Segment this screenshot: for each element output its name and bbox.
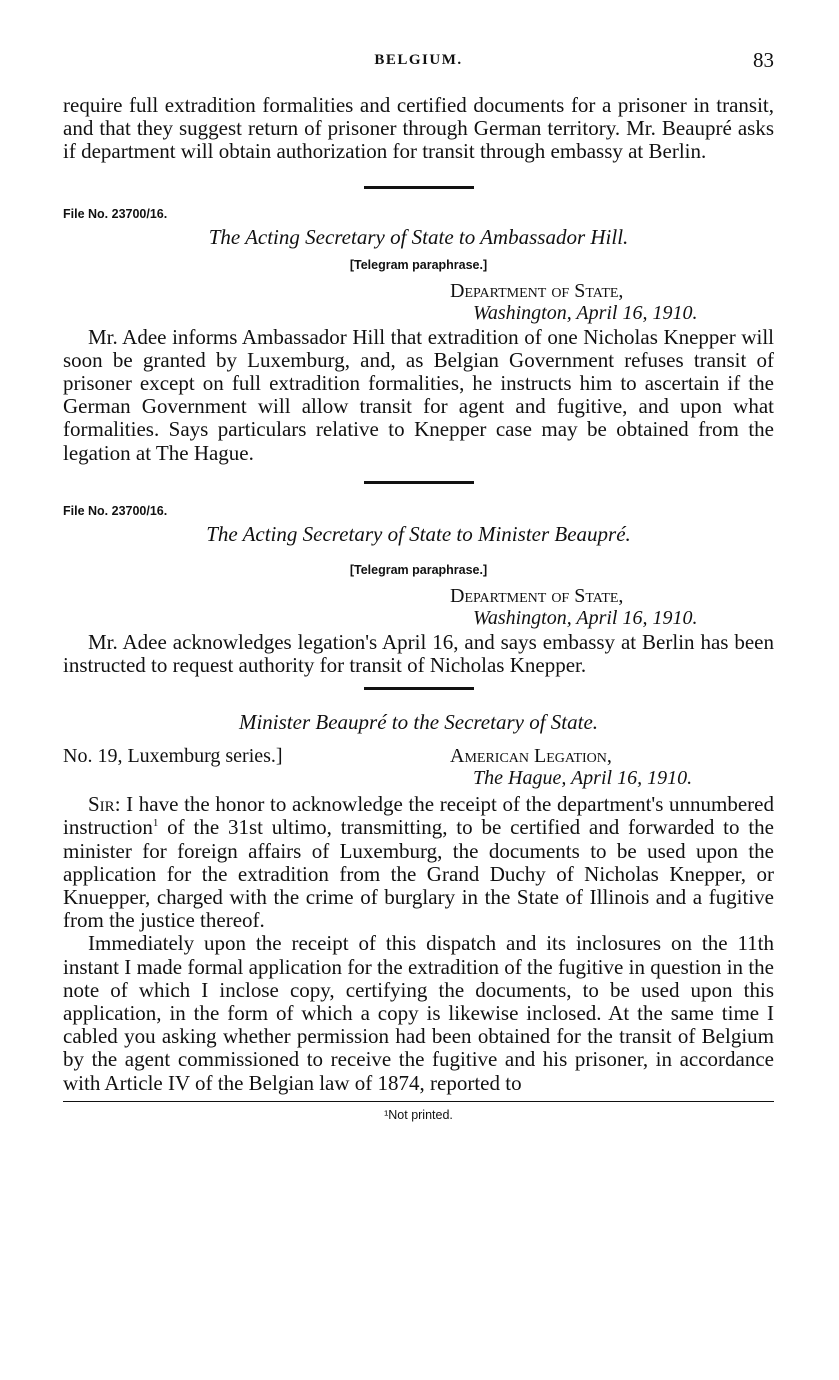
footnote: ¹Not printed.: [384, 1107, 453, 1122]
document-title: The Acting Secretary of State to Minister Beaupré.: [206, 521, 631, 546]
sender-line-1: American Legation,: [450, 745, 612, 768]
sender-block: [63, 745, 774, 789]
footnote-marker: 1: [152, 817, 159, 830]
section-divider: [364, 687, 474, 690]
document-page: [63, 44, 774, 1122]
section-divider: [364, 481, 474, 484]
section-divider: [364, 186, 474, 189]
salutation: Sir: [88, 792, 115, 817]
sender-line-2: The Hague, April 16, 1910.: [473, 767, 693, 790]
sender-line-1: Department of State,: [450, 584, 624, 607]
paragraph-text: of the 31st ultimo, transmitting, to be certified and forwarded to the minister for foreign affairs of Luxemburg, the documents to be used upon the application for the extradition from the Grand Duchy of Nicholas Knepper, or Knuepper, charged with the crime of burglary in the State of Illinois and a fugitive from the justice thereof.: [63, 815, 774, 933]
document-body: Mr. Adee informs Ambassador Hill that extradition of one Nicholas Knepper will soon be granted by Luxemburg, and, as Belgian Government refuses transit of prisoner except on full extradition formalities, he instructs him to ascertain if the German Government will allow transit for agent and fugitive, and upon what formalities. Says particulars relative to Knepper case may be obtained from the legation at The Hague.: [63, 324, 774, 465]
page-number: 83: [753, 48, 774, 72]
document-body: Mr. Adee acknowledges legation's April 16, and says embassy at Berlin has been instructed to request authority for transit of Nicholas Knepper.: [63, 629, 774, 678]
file-number: File No. 23700/16.: [63, 503, 168, 518]
document-title: Minister Beaupré to the Secretary of State.: [238, 710, 599, 735]
page-header: [63, 44, 774, 74]
letter-paragraph-2: Immediately upon the receipt of this dispatch and its inclosures on the 11th instant I made formal application for the extradition of the fugitive in question in the note of which I inclose copy, certifying the documents, to be used upon this application, in the form of which a copy is likewise inclosed. At the same time I cabled you asking whether permission had been obtained for the transit of Belgium by the agent commissioned to receive the fugitive and his prisoner, in accordance with Article IV of the Belgian law of 1874, reported to: [63, 931, 774, 1095]
file-number: File No. 23700/16.: [63, 206, 168, 221]
document-title: The Acting Secretary of State to Ambassador Hill.: [208, 224, 629, 249]
letter-paragraph-1: [63, 793, 774, 932]
running-head: BELGIUM.: [374, 52, 463, 68]
series-number: No. 19, Luxemburg series.]: [63, 745, 283, 768]
sender-block: [63, 280, 774, 324]
sender-line-2: Washington, April 16, 1910.: [473, 606, 698, 629]
footnote-divider: [63, 1101, 774, 1102]
intro-paragraph: require full extradition formalities and certified documents for a prisoner in transit, and that they suggest return of prisoner through German territory. Mr. Beaupré asks if department will obtain authorization for transit through embassy at Berlin.: [63, 93, 774, 164]
telegram-paraphrase-note: [Telegram paraphrase.]: [349, 257, 488, 272]
sender-line-2: Washington, April 16, 1910.: [473, 301, 698, 324]
sender-block: [63, 585, 774, 629]
sender-line-1: Department of State,: [450, 279, 624, 302]
telegram-paraphrase-note: [Telegram paraphrase.]: [349, 562, 488, 577]
paragraph-text: : I have the honor to acknowledge the receipt of the department's unnumbered instruction: [63, 792, 774, 840]
